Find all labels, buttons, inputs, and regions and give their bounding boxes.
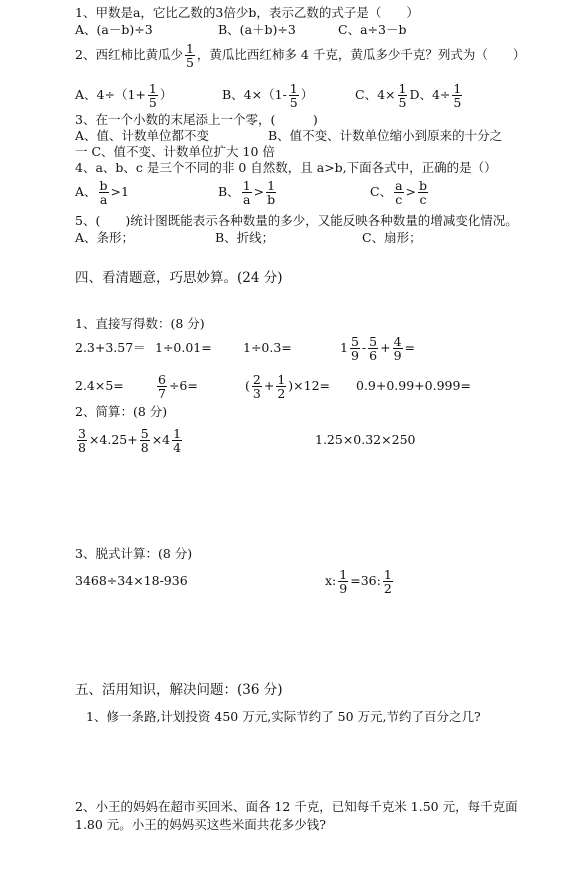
s4-e4-frac3 <box>393 335 403 362</box>
s4-p2-mid2: ×4 <box>151 432 171 447</box>
q2-option-cd <box>355 80 464 110</box>
q2-stem-pre: 2、西红柿比黄瓜少 <box>75 47 183 62</box>
q4-a-num: b <box>99 178 108 193</box>
q4-b-op: > <box>253 184 265 199</box>
s4-p1-expr7 <box>245 371 330 401</box>
q4-c-den2: c <box>419 192 427 207</box>
s4-e4-den1: 9 <box>350 348 359 363</box>
q2-b-num: 1 <box>289 81 298 96</box>
q4-stem: 4、a、b、c 是三个不同的非 0 自然数，且 a>b,下面各式中，正确的是（） <box>75 160 497 175</box>
s4-p1-expr3: 1÷0.3= <box>243 340 292 355</box>
q3-option-c: 一 C、值不变、计数单位扩大 10 倍 <box>75 144 275 159</box>
s4-p2-num2: 5 <box>140 426 149 441</box>
s4-p1-expr6 <box>155 371 198 401</box>
section5-title: 五、活用知识，解决问题：(36 分) <box>75 682 283 698</box>
s4-e7-post: )×12= <box>288 378 331 393</box>
q2-a-den: 5 <box>148 95 157 110</box>
s4-e4-num1: 5 <box>350 334 359 349</box>
q5-stem: 5、( )统计图既能表示各种数量的多少，又能反映各种数量的增减变化情况。 <box>75 213 518 228</box>
q2-option-b <box>222 80 313 110</box>
q2-b-den: 5 <box>289 95 298 110</box>
s4-e4-eq: = <box>404 340 416 355</box>
s4-p1-expr1: 2.3+3.57＝ <box>75 340 146 355</box>
s4-e7-den2: 2 <box>277 386 286 401</box>
q4-c-num2: b <box>419 178 428 193</box>
q2-c-frac <box>398 82 408 109</box>
q2-b-frac <box>289 82 299 109</box>
s4-p2-den2: 8 <box>140 440 149 455</box>
s4-p2-mid: ×4.25+ <box>88 432 138 447</box>
s4-e7-num1: 2 <box>252 372 261 387</box>
s4-p2-frac2 <box>140 427 150 454</box>
q2-option-a <box>75 80 172 110</box>
s4-p2-num1: 3 <box>78 426 86 441</box>
s4-p3-num1: 1 <box>339 567 348 582</box>
q2-a-num: 1 <box>148 81 157 96</box>
s4-e4-num2: 5 <box>369 334 378 349</box>
q4-b-frac1 <box>242 179 252 206</box>
q4-a-pre: A、 <box>75 184 97 199</box>
s4-part2-title: 2、简算：(8 分) <box>75 404 168 419</box>
s4-p2-num3: 1 <box>173 426 182 441</box>
q4-option-c <box>370 177 430 207</box>
s4-e6-den: 7 <box>158 386 166 401</box>
q2-a-pre: A、4÷（1+ <box>75 87 146 102</box>
q4-b-den1: a <box>242 192 251 207</box>
s4-p1-expr5: 2.4×5= <box>75 378 124 393</box>
q4-b-den2: b <box>267 192 276 207</box>
s4-p3-den1: 9 <box>339 581 348 596</box>
s4-p3-pre: x: <box>325 573 337 588</box>
q2-d-frac <box>452 82 462 109</box>
s4-p2-expr1 <box>75 424 184 456</box>
q1-option-c: C、a÷3－b <box>338 22 407 37</box>
q2-stem-post: ，黄瓜比西红柿多 4 千克，黄瓜多少千克？列式为（ ） <box>196 47 526 62</box>
q4-a-frac <box>99 179 109 206</box>
q1-option-a: A、(a－b)÷3 <box>75 22 153 37</box>
q2-stem <box>75 40 525 70</box>
q4-option-a <box>75 177 129 207</box>
q5-option-c: C、扇形； <box>362 230 422 245</box>
s4-e6-post: ÷6= <box>168 378 198 393</box>
q1-stem: 1、甲数是a，它比乙数的3倍少b，表示乙数的式子是（ ） <box>75 5 419 20</box>
s4-e4-op2: + <box>380 340 391 355</box>
s4-e4-frac2 <box>368 335 378 362</box>
q4-c-pre: C、 <box>370 184 393 199</box>
q2-d-den: 5 <box>453 95 462 110</box>
q2-a-frac <box>148 82 158 109</box>
s4-part3-title: 3、脱式计算：(8 分) <box>75 546 193 561</box>
q4-b-frac2 <box>266 179 276 206</box>
q3-stem: 3、在一个小数的末尾添上一个零，( ) <box>75 112 318 127</box>
s4-e7-op: + <box>263 378 275 393</box>
q4-c-frac1 <box>394 179 403 206</box>
s5-problem2-line2: 1.80 元。小王的妈妈买这些米面共花多少钱? <box>75 817 327 832</box>
q4-c-frac2 <box>418 179 428 206</box>
s4-p3-den2: 2 <box>383 581 392 596</box>
s4-e4-frac1 <box>350 335 360 362</box>
q4-c-den1: c <box>395 192 403 207</box>
q3-option-a: A、值、计数单位都不变 <box>75 128 210 143</box>
s4-p3-num2: 1 <box>383 567 392 582</box>
s4-e7-frac1 <box>252 373 262 400</box>
s4-p3-expr2 <box>325 566 395 596</box>
section4-title: 四、看清题意，巧思妙算。(24 分) <box>75 270 283 286</box>
s4-p2-den1: 8 <box>78 440 86 455</box>
s4-e4-op1: - <box>361 340 367 355</box>
s4-p3-frac2 <box>383 568 393 595</box>
q2-c-pre: C、4× <box>355 87 396 102</box>
s4-e7-num2: 1 <box>277 372 286 387</box>
s4-p3-expr1: 3468÷34×18-936 <box>75 573 188 588</box>
s4-p2-den3: 4 <box>173 440 182 455</box>
q3-option-b: B、值不变、计数单位缩小到原来的十分之 <box>268 128 503 143</box>
s4-p3-frac1 <box>338 568 348 595</box>
s4-e4-num3: 4 <box>393 334 402 349</box>
s5-problem1: 1、修一条路,计划投资 450 万元,实际节约了 50 万元,节约了百分之几? <box>86 709 481 724</box>
s4-e6-frac <box>157 373 167 400</box>
s4-e4-whole: 1 <box>340 340 348 355</box>
q4-b-num2: 1 <box>267 178 276 193</box>
q2-a-post: ） <box>159 87 173 102</box>
s4-p2-expr2: 1.25×0.32×250 <box>315 432 416 447</box>
q1-option-b: B、(a＋b)÷3 <box>218 22 296 37</box>
q2-frac-den: 5 <box>185 55 194 70</box>
s4-e7-open: ( <box>245 378 250 393</box>
q5-option-b: B、折线； <box>215 230 275 245</box>
q4-a-post: >1 <box>110 184 129 199</box>
q2-b-post: ） <box>300 87 314 102</box>
q4-b-num1: 1 <box>242 178 251 193</box>
s4-e4-den2: 6 <box>369 348 378 363</box>
q2-c-num: 1 <box>398 81 407 96</box>
q2-c-den: 5 <box>398 95 407 110</box>
s4-p1-expr4 <box>340 333 415 363</box>
s4-e7-den1: 3 <box>252 386 261 401</box>
q4-c-num1: a <box>395 178 403 193</box>
s5-problem2-line1: 2、小王的妈妈在超市买回米、面各 12 千克，已知每千克米 1.50 元，每千克面 <box>75 799 518 814</box>
q4-a-den: a <box>99 192 108 207</box>
s4-p1-expr2: 1÷0.01= <box>155 340 212 355</box>
s4-p1-expr8: 0.9+0.99+0.999= <box>356 378 471 393</box>
q2-d-pre: D、4÷ <box>409 87 451 102</box>
q2-frac-num: 1 <box>185 41 194 56</box>
s4-p2-frac1 <box>77 427 87 454</box>
q5-option-a: A、条形； <box>75 230 135 245</box>
q4-c-op: > <box>405 184 417 199</box>
q2-d-num: 1 <box>453 81 462 96</box>
s4-p2-frac3 <box>172 427 182 454</box>
q4-b-pre: B、 <box>218 184 240 199</box>
s4-e6-num: 6 <box>158 372 166 387</box>
s4-part1-title: 1、直接写得数：(8 分) <box>75 316 205 331</box>
s4-e4-den3: 9 <box>393 348 402 363</box>
s4-p3-mid: =36: <box>350 573 381 588</box>
s4-e7-frac2 <box>276 373 286 400</box>
q2-b-pre: B、4×（1- <box>222 87 287 102</box>
q2-fraction <box>185 42 195 69</box>
q4-option-b <box>218 177 278 207</box>
